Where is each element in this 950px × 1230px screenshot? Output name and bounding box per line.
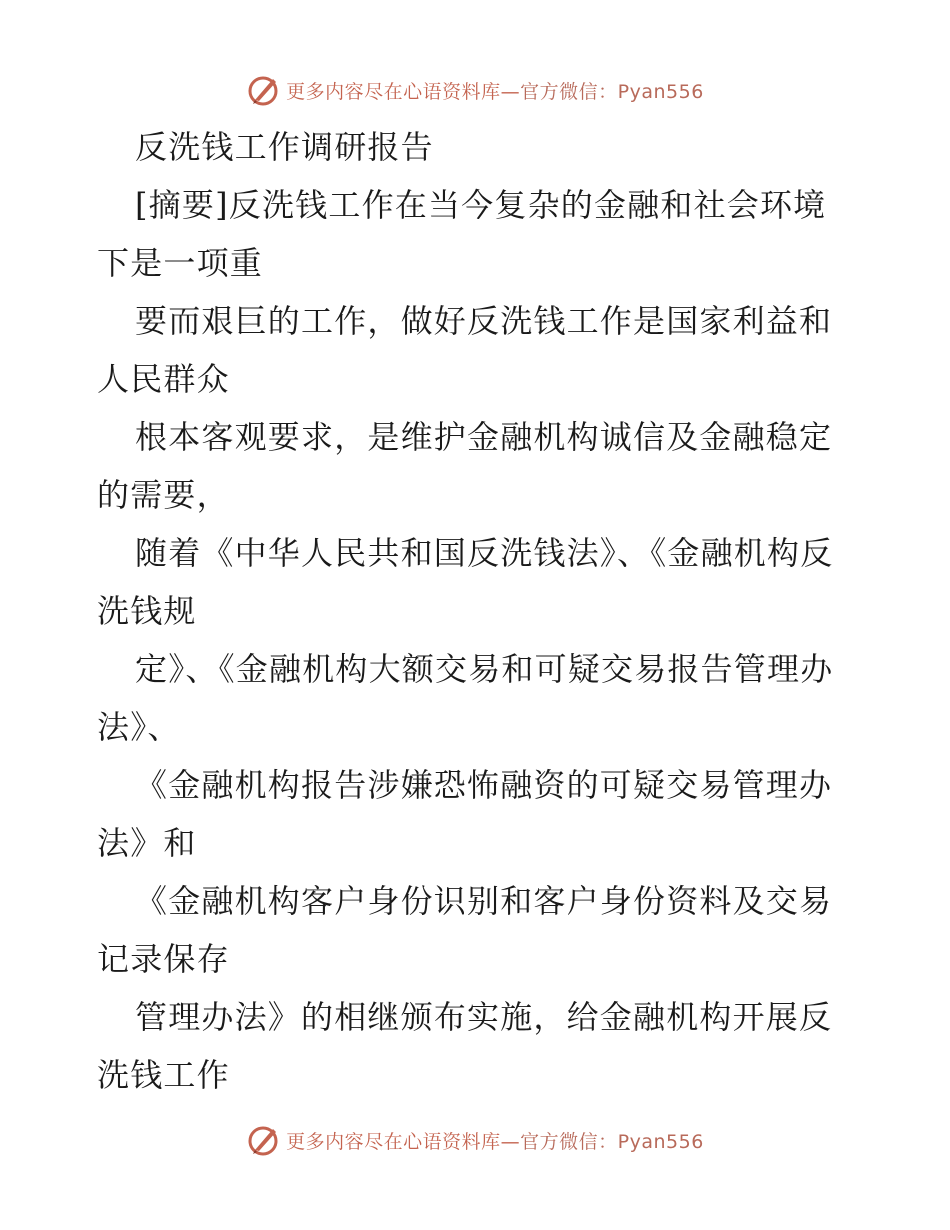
banner-text: 更多内容尽在心语资料库—官方微信：Pyan556 [286, 80, 704, 103]
paragraph: 管理办法》的相继颁布实施，给金融机构开展反洗钱工作 [97, 998, 833, 1094]
wechat-id: 官方微信：Pyan556 [520, 80, 704, 103]
feather-pen-icon [246, 1123, 280, 1157]
banner-text: 更多内容尽在心语资料库—官方微信：Pyan556 [286, 1130, 704, 1153]
header-banner [0, 70, 950, 110]
document-title: 反洗钱工作调研报告 [135, 128, 434, 166]
footer-banner [0, 1120, 950, 1160]
paragraph: 随着《中华人民共和国反洗钱法》、《金融机构反洗钱规 [97, 534, 834, 630]
feather-pen-icon [246, 73, 280, 107]
paragraph: 定》、《金融机构大额交易和可疑交易报告管理办法》、 [97, 650, 834, 746]
paragraph: 《金融机构报告涉嫌恐怖融资的可疑交易管理办法》和 [97, 766, 833, 862]
paragraph: [摘要]反洗钱工作在当今复杂的金融和社会环境下是一项重 [97, 186, 827, 282]
paragraph: 根本客观要求，是维护金融机构诚信及金融稳定的需要， [97, 418, 833, 514]
paragraph: 要而艰巨的工作，做好反洗钱工作是国家利益和人民群众 [97, 302, 833, 398]
paragraph: 《金融机构客户身份识别和客户身份资料及交易记录保存 [97, 882, 833, 978]
document-body [97, 118, 857, 1104]
wechat-id: 官方微信：Pyan556 [520, 1130, 704, 1153]
